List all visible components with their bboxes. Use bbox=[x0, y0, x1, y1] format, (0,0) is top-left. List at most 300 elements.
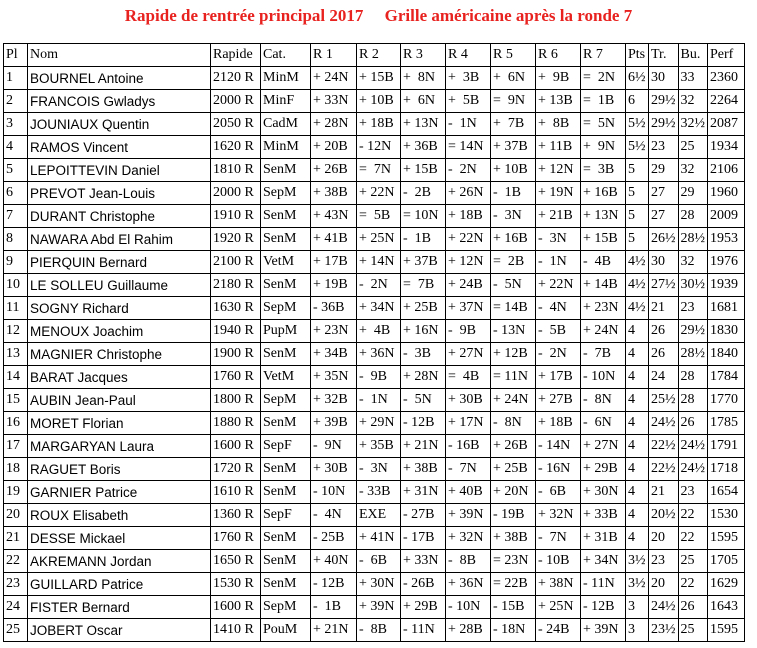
cell-round-4: + 36N bbox=[446, 573, 491, 596]
cell-round-3: + 13N bbox=[401, 113, 446, 136]
cell-tiebreak-bu: 29½ bbox=[678, 320, 708, 343]
cell-round-2: + 25N bbox=[357, 228, 401, 251]
cell-performance: 1595 bbox=[708, 527, 745, 550]
cell-tiebreak-bu: 28½ bbox=[678, 228, 708, 251]
cell-round-1: + 28N bbox=[311, 113, 357, 136]
cell-round-3: + 16N bbox=[401, 320, 446, 343]
cell-points: 5 bbox=[626, 182, 649, 205]
column-header-points: Pts bbox=[626, 44, 649, 67]
cell-round-3: - 11N bbox=[401, 619, 446, 642]
cell-category: SenM bbox=[261, 573, 311, 596]
cell-round-5: + 37B bbox=[491, 136, 536, 159]
cell-performance: 1840 bbox=[708, 343, 745, 366]
cell-tiebreak-bu: 28½ bbox=[678, 343, 708, 366]
cell-place: 13 bbox=[4, 343, 28, 366]
cell-round-4: - 2N bbox=[446, 159, 491, 182]
cell-performance: 1654 bbox=[708, 481, 745, 504]
cell-round-7: + 34N bbox=[581, 550, 626, 573]
cell-rating: 1910 R bbox=[211, 205, 261, 228]
cell-performance: 1791 bbox=[708, 435, 745, 458]
cell-round-4: - 8B bbox=[446, 550, 491, 573]
cell-round-1: + 17B bbox=[311, 251, 357, 274]
cell-place: 20 bbox=[4, 504, 28, 527]
cell-round-7: - 6N bbox=[581, 412, 626, 435]
cell-round-4: + 22N bbox=[446, 228, 491, 251]
table-row bbox=[4, 458, 745, 481]
cell-round-7: + 29B bbox=[581, 458, 626, 481]
table-row bbox=[4, 274, 745, 297]
cell-round-1: + 34B bbox=[311, 343, 357, 366]
cell-rating: 2050 R bbox=[211, 113, 261, 136]
cell-tiebreak-tr: 27 bbox=[649, 182, 679, 205]
cell-round-6: - 6B bbox=[536, 481, 581, 504]
cell-round-4: = 4B bbox=[446, 366, 491, 389]
column-header-round-2: R 2 bbox=[357, 44, 401, 67]
cell-round-1: + 39B bbox=[311, 412, 357, 435]
cell-round-7: + 31B bbox=[581, 527, 626, 550]
cell-name: AKREMANN Jordan bbox=[28, 550, 211, 573]
cell-tiebreak-bu: 32 bbox=[678, 90, 708, 113]
cell-name: SOGNY Richard bbox=[28, 297, 211, 320]
cell-points: 6 bbox=[626, 90, 649, 113]
cell-round-3: + 15B bbox=[401, 159, 446, 182]
cell-round-2: + 34N bbox=[357, 297, 401, 320]
cell-rating: 1760 R bbox=[211, 366, 261, 389]
cell-round-7: = 2N bbox=[581, 67, 626, 90]
cell-category: PouM bbox=[261, 619, 311, 642]
cell-round-1: + 38B bbox=[311, 182, 357, 205]
cell-rating: 2120 R bbox=[211, 67, 261, 90]
cell-performance: 1643 bbox=[708, 596, 745, 619]
cell-place: 6 bbox=[4, 182, 28, 205]
table-row bbox=[4, 504, 745, 527]
cell-round-6: + 38N bbox=[536, 573, 581, 596]
cell-round-5: - 15B bbox=[491, 596, 536, 619]
cell-rating: 2180 R bbox=[211, 274, 261, 297]
cell-performance: 1595 bbox=[708, 619, 745, 642]
cell-name: LE SOLLEU Guillaume bbox=[28, 274, 211, 297]
cell-place: 5 bbox=[4, 159, 28, 182]
cell-place: 11 bbox=[4, 297, 28, 320]
cell-round-2: EXE bbox=[357, 504, 401, 527]
cell-round-5: + 16B bbox=[491, 228, 536, 251]
cell-name: MENOUX Joachim bbox=[28, 320, 211, 343]
cell-points: 5 bbox=[626, 228, 649, 251]
cell-category: SenM bbox=[261, 274, 311, 297]
cell-round-1: + 19B bbox=[311, 274, 357, 297]
cell-round-7: - 8N bbox=[581, 389, 626, 412]
cell-name: GUILLARD Patrice bbox=[28, 573, 211, 596]
cell-round-7: - 10N bbox=[581, 366, 626, 389]
cell-tiebreak-tr: 21 bbox=[649, 481, 679, 504]
cell-tiebreak-tr: 27½ bbox=[649, 274, 679, 297]
cell-round-4: - 9B bbox=[446, 320, 491, 343]
column-header-tiebreak-tr: Tr. bbox=[649, 44, 679, 67]
cell-rating: 1800 R bbox=[211, 389, 261, 412]
cell-place: 19 bbox=[4, 481, 28, 504]
table-row bbox=[4, 320, 745, 343]
cell-place: 23 bbox=[4, 573, 28, 596]
cell-tiebreak-tr: 20 bbox=[649, 527, 679, 550]
cell-performance: 2106 bbox=[708, 159, 745, 182]
cell-name: FRANCOIS Gwladys bbox=[28, 90, 211, 113]
cell-place: 8 bbox=[4, 228, 28, 251]
cell-points: 4 bbox=[626, 435, 649, 458]
cell-tiebreak-tr: 30 bbox=[649, 251, 679, 274]
cell-round-1: - 1B bbox=[311, 596, 357, 619]
table-row bbox=[4, 182, 745, 205]
cell-performance: 1785 bbox=[708, 412, 745, 435]
cell-round-1: + 26B bbox=[311, 159, 357, 182]
cell-round-5: - 8N bbox=[491, 412, 536, 435]
cell-round-4: + 24B bbox=[446, 274, 491, 297]
cell-performance: 1718 bbox=[708, 458, 745, 481]
cell-round-3: + 36B bbox=[401, 136, 446, 159]
cell-points: 4½ bbox=[626, 297, 649, 320]
cell-round-5: - 13N bbox=[491, 320, 536, 343]
cell-name: RAGUET Boris bbox=[28, 458, 211, 481]
cell-tiebreak-tr: 23 bbox=[649, 136, 679, 159]
cell-place: 4 bbox=[4, 136, 28, 159]
cell-tiebreak-bu: 25 bbox=[678, 619, 708, 642]
cell-place: 24 bbox=[4, 596, 28, 619]
column-header-performance: Perf bbox=[708, 44, 745, 67]
column-header-place: Pl bbox=[4, 44, 28, 67]
cell-tiebreak-bu: 24½ bbox=[678, 458, 708, 481]
cell-round-2: + 14N bbox=[357, 251, 401, 274]
cell-points: 4 bbox=[626, 481, 649, 504]
cell-round-5: + 38B bbox=[491, 527, 536, 550]
cell-tiebreak-bu: 32 bbox=[678, 251, 708, 274]
column-header-rating: Rapide bbox=[211, 44, 261, 67]
cell-round-3: + 29B bbox=[401, 596, 446, 619]
cell-round-2: = 7N bbox=[357, 159, 401, 182]
cell-tiebreak-bu: 26 bbox=[678, 596, 708, 619]
cell-round-6: - 10B bbox=[536, 550, 581, 573]
cell-round-7: + 27N bbox=[581, 435, 626, 458]
cell-category: SenM bbox=[261, 481, 311, 504]
cell-round-6: + 12N bbox=[536, 159, 581, 182]
cell-round-6: + 13B bbox=[536, 90, 581, 113]
cell-place: 22 bbox=[4, 550, 28, 573]
cell-round-5: + 24N bbox=[491, 389, 536, 412]
cell-round-3: + 37B bbox=[401, 251, 446, 274]
cell-points: 5 bbox=[626, 159, 649, 182]
cell-round-7: + 30N bbox=[581, 481, 626, 504]
cell-tiebreak-bu: 30½ bbox=[678, 274, 708, 297]
cell-round-2: = 5B bbox=[357, 205, 401, 228]
cell-round-6: - 4N bbox=[536, 297, 581, 320]
column-header-round-5: R 5 bbox=[491, 44, 536, 67]
column-header-category: Cat. bbox=[261, 44, 311, 67]
cell-place: 12 bbox=[4, 320, 28, 343]
cell-tiebreak-tr: 21 bbox=[649, 297, 679, 320]
column-header-round-1: R 1 bbox=[311, 44, 357, 67]
table-row bbox=[4, 228, 745, 251]
cell-round-2: - 6B bbox=[357, 550, 401, 573]
cell-round-2: - 1N bbox=[357, 389, 401, 412]
cell-round-5: + 10B bbox=[491, 159, 536, 182]
cell-round-2: - 9B bbox=[357, 366, 401, 389]
cell-rating: 1360 R bbox=[211, 504, 261, 527]
cell-round-4: + 26N bbox=[446, 182, 491, 205]
cell-performance: 2087 bbox=[708, 113, 745, 136]
cell-category: SepM bbox=[261, 596, 311, 619]
cell-rating: 1410 R bbox=[211, 619, 261, 642]
cell-tiebreak-bu: 28 bbox=[678, 366, 708, 389]
cell-round-5: = 22B bbox=[491, 573, 536, 596]
cell-tiebreak-tr: 29 bbox=[649, 159, 679, 182]
table-row bbox=[4, 596, 745, 619]
cell-tiebreak-tr: 26½ bbox=[649, 228, 679, 251]
cell-round-4: + 30B bbox=[446, 389, 491, 412]
cell-category: SenM bbox=[261, 550, 311, 573]
cell-round-5: - 5N bbox=[491, 274, 536, 297]
cell-round-4: + 17N bbox=[446, 412, 491, 435]
cell-round-5: - 19B bbox=[491, 504, 536, 527]
cell-tiebreak-tr: 22½ bbox=[649, 435, 679, 458]
cell-rating: 1630 R bbox=[211, 297, 261, 320]
cell-round-4: - 7N bbox=[446, 458, 491, 481]
cell-category: SenM bbox=[261, 527, 311, 550]
cell-round-3: - 1B bbox=[401, 228, 446, 251]
cell-category: CadM bbox=[261, 113, 311, 136]
column-header-name: Nom bbox=[28, 44, 211, 67]
cell-name: MORET Florian bbox=[28, 412, 211, 435]
cell-round-4: + 12N bbox=[446, 251, 491, 274]
cell-round-6: + 27B bbox=[536, 389, 581, 412]
cell-round-5: + 25B bbox=[491, 458, 536, 481]
cell-round-1: - 36B bbox=[311, 297, 357, 320]
cell-round-4: + 32N bbox=[446, 527, 491, 550]
cell-round-1: + 40N bbox=[311, 550, 357, 573]
cell-round-2: + 10B bbox=[357, 90, 401, 113]
cell-performance: 1629 bbox=[708, 573, 745, 596]
cell-points: 4 bbox=[626, 458, 649, 481]
cell-round-6: + 9B bbox=[536, 67, 581, 90]
cell-round-4: + 28B bbox=[446, 619, 491, 642]
cell-round-7: - 12B bbox=[581, 596, 626, 619]
cell-round-6: + 19N bbox=[536, 182, 581, 205]
cell-round-7: = 3B bbox=[581, 159, 626, 182]
cell-round-6: + 22N bbox=[536, 274, 581, 297]
cell-round-5: + 26B bbox=[491, 435, 536, 458]
cell-points: 4½ bbox=[626, 274, 649, 297]
cell-round-3: - 26B bbox=[401, 573, 446, 596]
cell-tiebreak-tr: 24½ bbox=[649, 412, 679, 435]
cell-tiebreak-tr: 20 bbox=[649, 573, 679, 596]
cell-performance: 1830 bbox=[708, 320, 745, 343]
cell-round-1: + 30B bbox=[311, 458, 357, 481]
cell-rating: 1810 R bbox=[211, 159, 261, 182]
cell-name: ROUX Elisabeth bbox=[28, 504, 211, 527]
cell-round-3: + 33N bbox=[401, 550, 446, 573]
cell-name: DESSE Mickael bbox=[28, 527, 211, 550]
cell-place: 1 bbox=[4, 67, 28, 90]
cell-round-6: + 21B bbox=[536, 205, 581, 228]
cell-round-2: + 29N bbox=[357, 412, 401, 435]
cell-round-7: + 9N bbox=[581, 136, 626, 159]
cell-round-6: - 7N bbox=[536, 527, 581, 550]
table-row bbox=[4, 205, 745, 228]
cell-round-3: - 17B bbox=[401, 527, 446, 550]
cell-round-2: + 15B bbox=[357, 67, 401, 90]
cell-points: 4 bbox=[626, 389, 649, 412]
cell-performance: 1530 bbox=[708, 504, 745, 527]
cell-rating: 1600 R bbox=[211, 596, 261, 619]
standings-table bbox=[3, 43, 745, 642]
table-row bbox=[4, 297, 745, 320]
column-header-round-6: R 6 bbox=[536, 44, 581, 67]
cell-tiebreak-bu: 32½ bbox=[678, 113, 708, 136]
column-header-round-3: R 3 bbox=[401, 44, 446, 67]
cell-tiebreak-bu: 23 bbox=[678, 481, 708, 504]
cell-tiebreak-tr: 30 bbox=[649, 67, 679, 90]
cell-tiebreak-bu: 23 bbox=[678, 297, 708, 320]
cell-round-3: - 12B bbox=[401, 412, 446, 435]
table-row bbox=[4, 343, 745, 366]
cell-round-6: + 11B bbox=[536, 136, 581, 159]
cell-round-2: - 2N bbox=[357, 274, 401, 297]
cell-round-3: - 3B bbox=[401, 343, 446, 366]
cell-category: SenM bbox=[261, 159, 311, 182]
cell-tiebreak-tr: 20½ bbox=[649, 504, 679, 527]
cell-round-3: + 8N bbox=[401, 67, 446, 90]
cell-rating: 1530 R bbox=[211, 573, 261, 596]
cell-performance: 1770 bbox=[708, 389, 745, 412]
table-row bbox=[4, 113, 745, 136]
cell-rating: 1940 R bbox=[211, 320, 261, 343]
cell-place: 7 bbox=[4, 205, 28, 228]
cell-category: SenM bbox=[261, 205, 311, 228]
cell-tiebreak-bu: 28 bbox=[678, 205, 708, 228]
table-row bbox=[4, 251, 745, 274]
cell-round-5: - 18N bbox=[491, 619, 536, 642]
cell-rating: 1620 R bbox=[211, 136, 261, 159]
cell-place: 2 bbox=[4, 90, 28, 113]
cell-performance: 2264 bbox=[708, 90, 745, 113]
cell-round-4: + 37N bbox=[446, 297, 491, 320]
cell-tiebreak-bu: 28 bbox=[678, 389, 708, 412]
cell-tiebreak-tr: 22½ bbox=[649, 458, 679, 481]
cell-performance: 1953 bbox=[708, 228, 745, 251]
cell-category: SepM bbox=[261, 389, 311, 412]
cell-round-7: + 39N bbox=[581, 619, 626, 642]
cell-round-2: - 33B bbox=[357, 481, 401, 504]
cell-category: MinF bbox=[261, 90, 311, 113]
cell-rating: 1880 R bbox=[211, 412, 261, 435]
cell-round-5: = 11N bbox=[491, 366, 536, 389]
cell-round-4: + 39N bbox=[446, 504, 491, 527]
cell-round-6: - 16N bbox=[536, 458, 581, 481]
cell-round-7: = 5N bbox=[581, 113, 626, 136]
cell-name: GARNIER Patrice bbox=[28, 481, 211, 504]
cell-rating: 2000 R bbox=[211, 182, 261, 205]
cell-round-3: + 25B bbox=[401, 297, 446, 320]
cell-rating: 1610 R bbox=[211, 481, 261, 504]
cell-round-1: - 25B bbox=[311, 527, 357, 550]
cell-tiebreak-bu: 32 bbox=[678, 159, 708, 182]
cell-place: 21 bbox=[4, 527, 28, 550]
cell-tiebreak-tr: 25½ bbox=[649, 389, 679, 412]
cell-points: 6½ bbox=[626, 67, 649, 90]
cell-rating: 1900 R bbox=[211, 343, 261, 366]
cell-round-3: = 10N bbox=[401, 205, 446, 228]
cell-points: 4 bbox=[626, 527, 649, 550]
cell-rating: 1920 R bbox=[211, 228, 261, 251]
cell-round-7: - 4B bbox=[581, 251, 626, 274]
cell-round-3: + 6N bbox=[401, 90, 446, 113]
cell-round-1: - 12B bbox=[311, 573, 357, 596]
cell-rating: 1650 R bbox=[211, 550, 261, 573]
cell-tiebreak-tr: 23 bbox=[649, 550, 679, 573]
cell-name: NAWARA Abd El Rahim bbox=[28, 228, 211, 251]
cell-points: 3½ bbox=[626, 550, 649, 573]
cell-name: LEPOITTEVIN Daniel bbox=[28, 159, 211, 182]
cell-tiebreak-bu: 22 bbox=[678, 504, 708, 527]
cell-performance: 2009 bbox=[708, 205, 745, 228]
cell-round-5: = 9N bbox=[491, 90, 536, 113]
cell-round-3: - 27B bbox=[401, 504, 446, 527]
cell-performance: 1939 bbox=[708, 274, 745, 297]
cell-performance: 1934 bbox=[708, 136, 745, 159]
cell-performance: 2360 bbox=[708, 67, 745, 90]
cell-points: 4 bbox=[626, 343, 649, 366]
cell-round-7: = 1B bbox=[581, 90, 626, 113]
cell-round-1: + 35N bbox=[311, 366, 357, 389]
cell-round-5: = 23N bbox=[491, 550, 536, 573]
cell-tiebreak-tr: 24½ bbox=[649, 596, 679, 619]
cell-tiebreak-bu: 25 bbox=[678, 550, 708, 573]
cell-tiebreak-tr: 29½ bbox=[649, 90, 679, 113]
cell-round-1: + 24N bbox=[311, 67, 357, 90]
cell-category: VetM bbox=[261, 251, 311, 274]
cell-round-5: = 2B bbox=[491, 251, 536, 274]
cell-tiebreak-bu: 22 bbox=[678, 527, 708, 550]
cell-tiebreak-tr: 24 bbox=[649, 366, 679, 389]
cell-round-6: + 8B bbox=[536, 113, 581, 136]
table-row bbox=[4, 412, 745, 435]
column-header-round-4: R 4 bbox=[446, 44, 491, 67]
cell-name: RAMOS Vincent bbox=[28, 136, 211, 159]
cell-round-6: + 17B bbox=[536, 366, 581, 389]
cell-round-6: - 3N bbox=[536, 228, 581, 251]
cell-round-2: + 35B bbox=[357, 435, 401, 458]
cell-tiebreak-tr: 26 bbox=[649, 343, 679, 366]
cell-round-2: + 41N bbox=[357, 527, 401, 550]
cell-round-5: = 14B bbox=[491, 297, 536, 320]
cell-round-1: + 23N bbox=[311, 320, 357, 343]
cell-round-3: = 7B bbox=[401, 274, 446, 297]
cell-round-6: - 5B bbox=[536, 320, 581, 343]
cell-round-3: - 2B bbox=[401, 182, 446, 205]
cell-place: 14 bbox=[4, 366, 28, 389]
cell-round-1: + 21N bbox=[311, 619, 357, 642]
cell-category: SepM bbox=[261, 297, 311, 320]
cell-name: JOBERT Oscar bbox=[28, 619, 211, 642]
cell-round-6: - 2N bbox=[536, 343, 581, 366]
cell-performance: 1976 bbox=[708, 251, 745, 274]
cell-category: SepM bbox=[261, 182, 311, 205]
cell-tiebreak-tr: 27 bbox=[649, 205, 679, 228]
table-row bbox=[4, 573, 745, 596]
cell-round-6: - 24B bbox=[536, 619, 581, 642]
cell-tiebreak-tr: 26 bbox=[649, 320, 679, 343]
cell-round-2: + 22N bbox=[357, 182, 401, 205]
cell-place: 10 bbox=[4, 274, 28, 297]
cell-round-6: - 1N bbox=[536, 251, 581, 274]
cell-tiebreak-bu: 26 bbox=[678, 412, 708, 435]
